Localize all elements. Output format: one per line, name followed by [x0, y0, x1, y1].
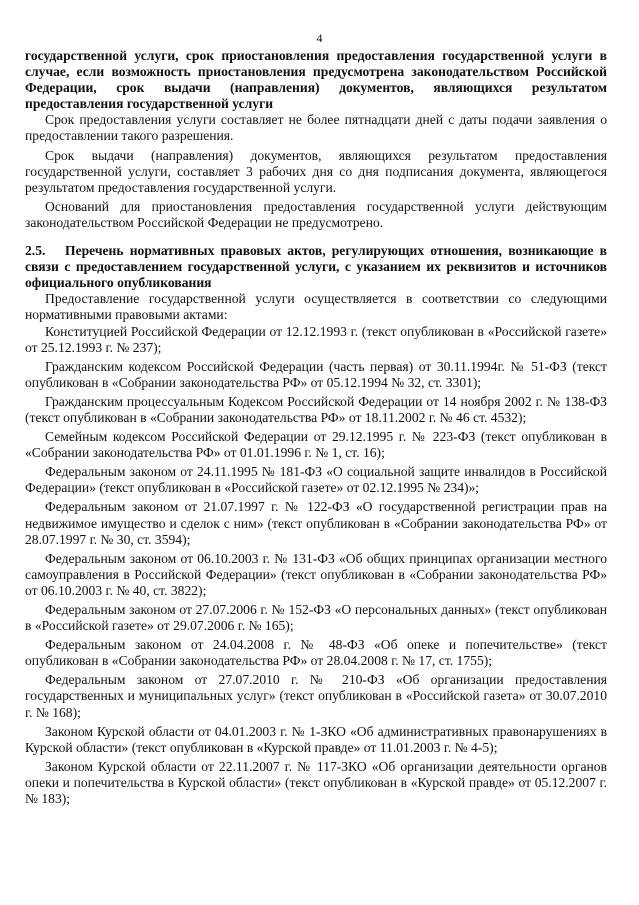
act-item: Федеральным законом от 24.04.2008 г. № 48-ФЗ «Об опеке и попечительстве» (текст опубликован в «Собрании законодательства РФ» от 28.04.2008 г. № 17, ст. 1755);: [25, 637, 607, 669]
act-item: Конституцией Российской Федерации от 12.12.1993 г. (текст опубликован в «Российской газете» от 25.12.1993 г. № 237);: [25, 323, 607, 355]
act-item: Федеральным законом от 06.10.2003 г. № 131-ФЗ «Об общих принципах организации местного самоуправления в Российской Федерации» (текст опубликован в «Собрании законодательства РФ» от 06.10.2003 г. № 40, ст. 3822);: [25, 550, 607, 598]
intro-heading: государственной услуги, срок приостановления предоставления государственной услуги в случае, если возможность приостановления предусмотрена законодательством Российской Федерации, срок выдачи (направления) документов, являющихся результатом предоставления государственной услуги: [25, 48, 607, 112]
act-item: Законом Курской области от 04.01.2003 г. № 1-ЗКО «Об административных правонарушениях в Курской области» (текст опубликован в «Курской правде» от 11.01.2003 г. № 4-5);: [25, 723, 607, 755]
act-item: Законом Курской области от 22.11.2007 г. № 117-ЗКО «Об организации деятельности органов опеки и попечительства в Курской области» (текст опубликован в «Курской правде» от 05.12.2007 г. № 183);: [25, 758, 607, 807]
section-title: Перечень нормативных правовых актов, регулирующих отношения, возникающие в связи с предоставлением государственной услуги, с указанием их реквизитов и источников официального опубликования: [25, 243, 607, 291]
document-body: [25, 48, 607, 807]
act-item: Федеральным законом от 27.07.2010 г. № 210-ФЗ «Об организации предоставления государственных и муниципальных услуг» (текст опубликован в «Российской газета» от 30.07.2010 г. № 168);: [25, 672, 607, 720]
act-item: Семейным кодексом Российской Федерации от 29.12.1995 г. № 223-ФЗ (текст опубликован в «Собрании законодательства РФ» от 01.01.1996 г. № 1, ст. 16);: [25, 429, 607, 461]
paragraph-service-term: Срок предоставления услуги составляет не более пятнадцати дней с даты подачи заявления о предоставлении такого разрешения.: [25, 112, 607, 144]
act-item: Федеральным законом от 27.07.2006 г. № 152-ФЗ «О персональных данных» (текст опубликован в «Российской газете» от 29.07.2006 г. № 165);: [25, 602, 607, 634]
paragraph-suspension: Оснований для приостановления предоставления государственной услуги действующим законодательством Российской Федерации не предусмотрено.: [25, 198, 607, 230]
act-item: Федеральным законом от 21.07.1997 г. № 122-ФЗ «О государственной регистрации прав на недвижимое имущество и сделок с ним» (текст опубликован в «Собрании законодательства РФ» от 28.07.1997 г. № 30, ст. 3594);: [25, 499, 607, 547]
section-lead: Предоставление государственной услуги осуществляется в соответствии со следующими нормативными правовыми актами:: [25, 291, 607, 323]
act-item: Гражданским кодексом Российской Федерации (часть первая) от 30.11.1994г. № 51-ФЗ (текст опубликован в «Собрании законодательства РФ» от 05.12.1994 № 32, ст. 3301);: [25, 358, 607, 390]
section-heading: [25, 243, 607, 291]
section-number: 2.5.: [25, 243, 46, 259]
paragraph-issue-term: Срок выдачи (направления) документов, являющихся результатом предоставления государственной услуги, составляет 3 рабочих дня со дня подписания документа, являющегося результатом предоставления государственной услуги.: [25, 147, 607, 195]
act-item: Федеральным законом от 24.11.1995 № 181-ФЗ «О социальной защите инвалидов в Российской Федерации» (текст опубликован в «Российской газете» от 02.12.1995 № 234)»;: [25, 464, 607, 496]
act-item: Гражданским процессуальным Кодексом Российской Федерации от 14 ноября 2002 г. № 138-ФЗ (текст опубликован в «Собрании законодательства РФ» от 18.11.2002 г. № 46 ст. 4532);: [25, 393, 607, 425]
page-number: 4: [316, 31, 323, 45]
